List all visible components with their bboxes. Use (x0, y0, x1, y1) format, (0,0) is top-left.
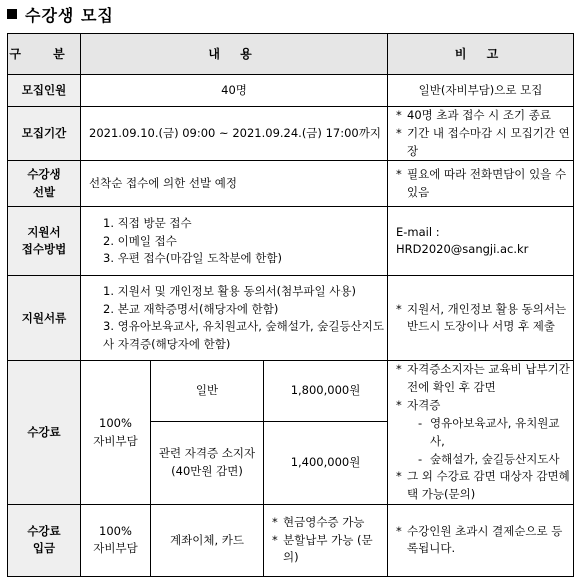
list-item: 1. 지원서 및 개인정보 활용 동의서(첨부파일 사용) (103, 283, 356, 298)
note-item: * 자격증 - 영유아보육교사, 유치원교사, - 숲해설가, 숲길등산지도사 (396, 397, 573, 468)
payment-payer: 100% 자비부담 (81, 504, 151, 576)
note-item: * 분할납부 가능 (문의) (272, 532, 387, 568)
table-row-documents (8, 276, 574, 361)
header-category: 구 분 (8, 34, 81, 75)
note-item: * 기간 내 접수마감 시 모집기간 연장 (396, 125, 573, 161)
row-label: 수강생 선발 (8, 161, 81, 207)
period-notes (388, 107, 574, 161)
table-header-row (8, 34, 574, 75)
fee-general-label: 일반 (151, 361, 264, 422)
note-item: * 40명 초과 접수 시 조기 종료 (396, 107, 573, 125)
note-item: * 그 외 수강료 감면 대상자 감면혜택 가능(문의) (396, 468, 573, 504)
email-label: E-mail : (396, 224, 440, 239)
sub-note-item: - 영유아보육교사, 유치원교사, (418, 415, 573, 451)
period-dates: 2021.09.10.(금) 09:00 ~ 2021.09.24.(금) 17:00까지 (81, 107, 388, 161)
note-item: * 필요에 따라 전화면담이 있을 수 있음 (396, 166, 573, 202)
header-content: 내 용 (81, 34, 388, 75)
table-row-payment (8, 504, 574, 576)
section-heading (7, 3, 114, 25)
row-label: 모집인원 (8, 75, 81, 107)
table-row-recruit (8, 75, 574, 107)
list-item: 3. 우편 접수(마감일 도착분에 한함) (103, 251, 282, 266)
fee-cert-label: 관련 자격증 소지자 (40만원 감면) (151, 422, 264, 505)
table-row-method (8, 207, 574, 276)
list-item: 1. 직접 방문 접수 (103, 215, 192, 230)
note-item: * 지원서, 개인정보 활용 동의서는 반드시 도장이나 서명 후 제출 (396, 301, 573, 337)
table-row-fee-general (8, 361, 574, 422)
list-item: 3. 영유아보육교사, 유치원교사, 숲해설가, 숲길등산지도사 자격증(해당자에 한함) (103, 319, 384, 352)
note-item: * 수강인원 초과시 결제순으로 등록됩니다. (396, 523, 573, 559)
fee-payer: 100% 자비부담 (81, 361, 151, 505)
list-item: 2. 이메일 접수 (103, 233, 177, 248)
payment-note (388, 504, 574, 576)
fee-cert-amount: 1,400,000원 (264, 422, 388, 505)
sub-note-item: - 숲해설가, 숲길등산지도사 (418, 451, 573, 469)
row-label: 모집기간 (8, 107, 81, 161)
square-bullet-icon (7, 9, 17, 19)
selection-method: 선착순 접수에 의한 선발 예정 (81, 161, 388, 207)
method-note (388, 207, 574, 276)
email-address: HRD2020@sangji.ac.kr (396, 242, 529, 257)
payment-method: 계좌이체, 카드 (151, 504, 264, 576)
list-item: 2. 본교 재학증명서(해당자에 한함) (103, 301, 279, 316)
method-list (81, 207, 388, 276)
documents-list (81, 276, 388, 361)
note-item: * 현금영수증 가능 (272, 514, 387, 532)
row-label: 수강료 입금 (8, 504, 81, 576)
recruit-count: 40명 (81, 75, 388, 107)
row-label: 수강료 (8, 361, 81, 505)
table-row-period (8, 107, 574, 161)
selection-note (388, 161, 574, 207)
row-label: 지원서류 (8, 276, 81, 361)
documents-note (388, 276, 574, 361)
note-item: * 자격증소지자는 교육비 납부기간 전에 확인 후 감면 (396, 361, 573, 397)
fee-general-amount: 1,800,000원 (264, 361, 388, 422)
section-title: 수강생 모집 (25, 5, 114, 25)
fee-notes (388, 361, 574, 505)
table-row-selection (8, 161, 574, 207)
recruit-note: 일반(자비부담)으로 모집 (388, 75, 574, 107)
row-label: 지원서 접수방법 (8, 207, 81, 276)
header-remarks: 비 고 (388, 34, 574, 75)
payment-options (264, 504, 388, 576)
recruitment-table (7, 33, 574, 577)
